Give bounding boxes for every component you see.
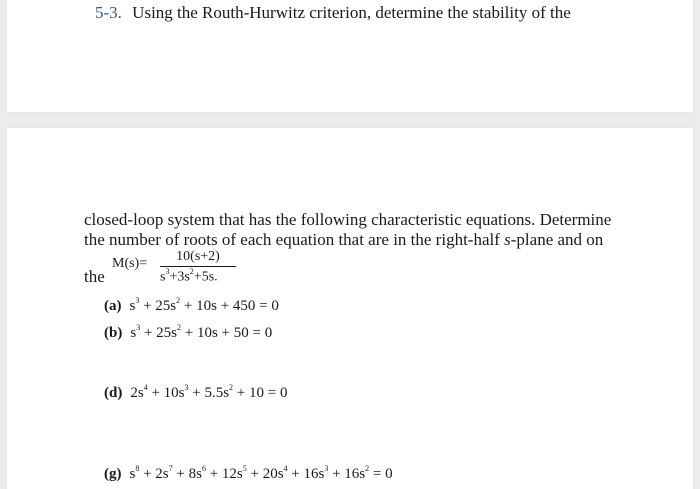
transfer-function-denominator (160, 267, 236, 286)
eq-term: + 5.5s (188, 385, 230, 401)
problem-header (95, 3, 571, 23)
eq-exp: 3 (184, 383, 189, 392)
eq-term: + 25s (139, 298, 177, 314)
eq-term: + 25s (140, 325, 177, 341)
eq-term: + 10s + 50 = 0 (180, 325, 273, 341)
den-term-s: s (160, 269, 166, 285)
eq-term: + 2s (139, 466, 169, 482)
eq-term: + 10 = 0 (233, 385, 288, 401)
eq-exp: 4 (143, 383, 148, 392)
eq-term: = 0 (369, 466, 393, 482)
den-exp-3: 3 (165, 267, 170, 276)
equation-label: (b) (104, 325, 123, 341)
body-line-2 (84, 230, 603, 250)
den-exp-2: 2 (189, 267, 194, 276)
equation-label: (a) (104, 298, 122, 314)
equation-g (104, 465, 393, 483)
eq-term: + 16s (287, 466, 325, 482)
body-line-2-s: s (504, 230, 511, 249)
eq-exp: 3 (324, 464, 329, 473)
body-line-1: closed-loop system that has the following characteristic equations. Determine (84, 210, 612, 229)
eq-term: s (130, 325, 137, 341)
body-line-2-post: -plane and on (510, 230, 604, 249)
eq-term: s (129, 298, 136, 314)
eq-term: + 20s (246, 466, 284, 482)
equation-label: (d) (104, 385, 123, 401)
eq-exp: 6 (201, 464, 206, 473)
transfer-function-lhs: M(s)= (112, 256, 148, 271)
equation-d (104, 384, 287, 402)
eq-exp: 5 (242, 464, 247, 473)
transfer-function-numerator: 10(s+2) (160, 249, 236, 267)
equation-a (104, 297, 279, 315)
problem-number: 5-3. (95, 3, 122, 22)
body-line-3: the (84, 267, 105, 286)
transfer-function-fraction (160, 249, 236, 286)
eq-term: + 10s (147, 385, 185, 401)
equation-b (104, 324, 272, 342)
eq-exp: 2 (176, 323, 181, 332)
eq-term: s (129, 466, 136, 482)
den-term-3s: +3s (169, 269, 190, 285)
eq-term: + 12s (205, 466, 243, 482)
eq-exp: 4 (283, 464, 288, 473)
eq-term: + 16s (328, 466, 366, 482)
eq-term: 2s (130, 385, 144, 401)
eq-exp: 3 (136, 323, 141, 332)
eq-exp: 8 (135, 464, 140, 473)
eq-exp: 2 (365, 464, 370, 473)
eq-exp: 3 (135, 296, 140, 305)
equation-label: (g) (104, 466, 122, 482)
body-line-2-pre: the number of roots of each equation that are in the right-half (84, 230, 505, 249)
eq-exp: 7 (168, 464, 173, 473)
eq-exp: 2 (229, 383, 234, 392)
problem-title: Using the Routh-Hurwitz criterion, determine the stability of the (132, 3, 571, 22)
eq-exp: 2 (176, 296, 181, 305)
den-term-5s: +5s. (193, 269, 218, 285)
eq-term: + 10s + 450 = 0 (180, 298, 279, 314)
eq-term: + 8s (172, 466, 202, 482)
